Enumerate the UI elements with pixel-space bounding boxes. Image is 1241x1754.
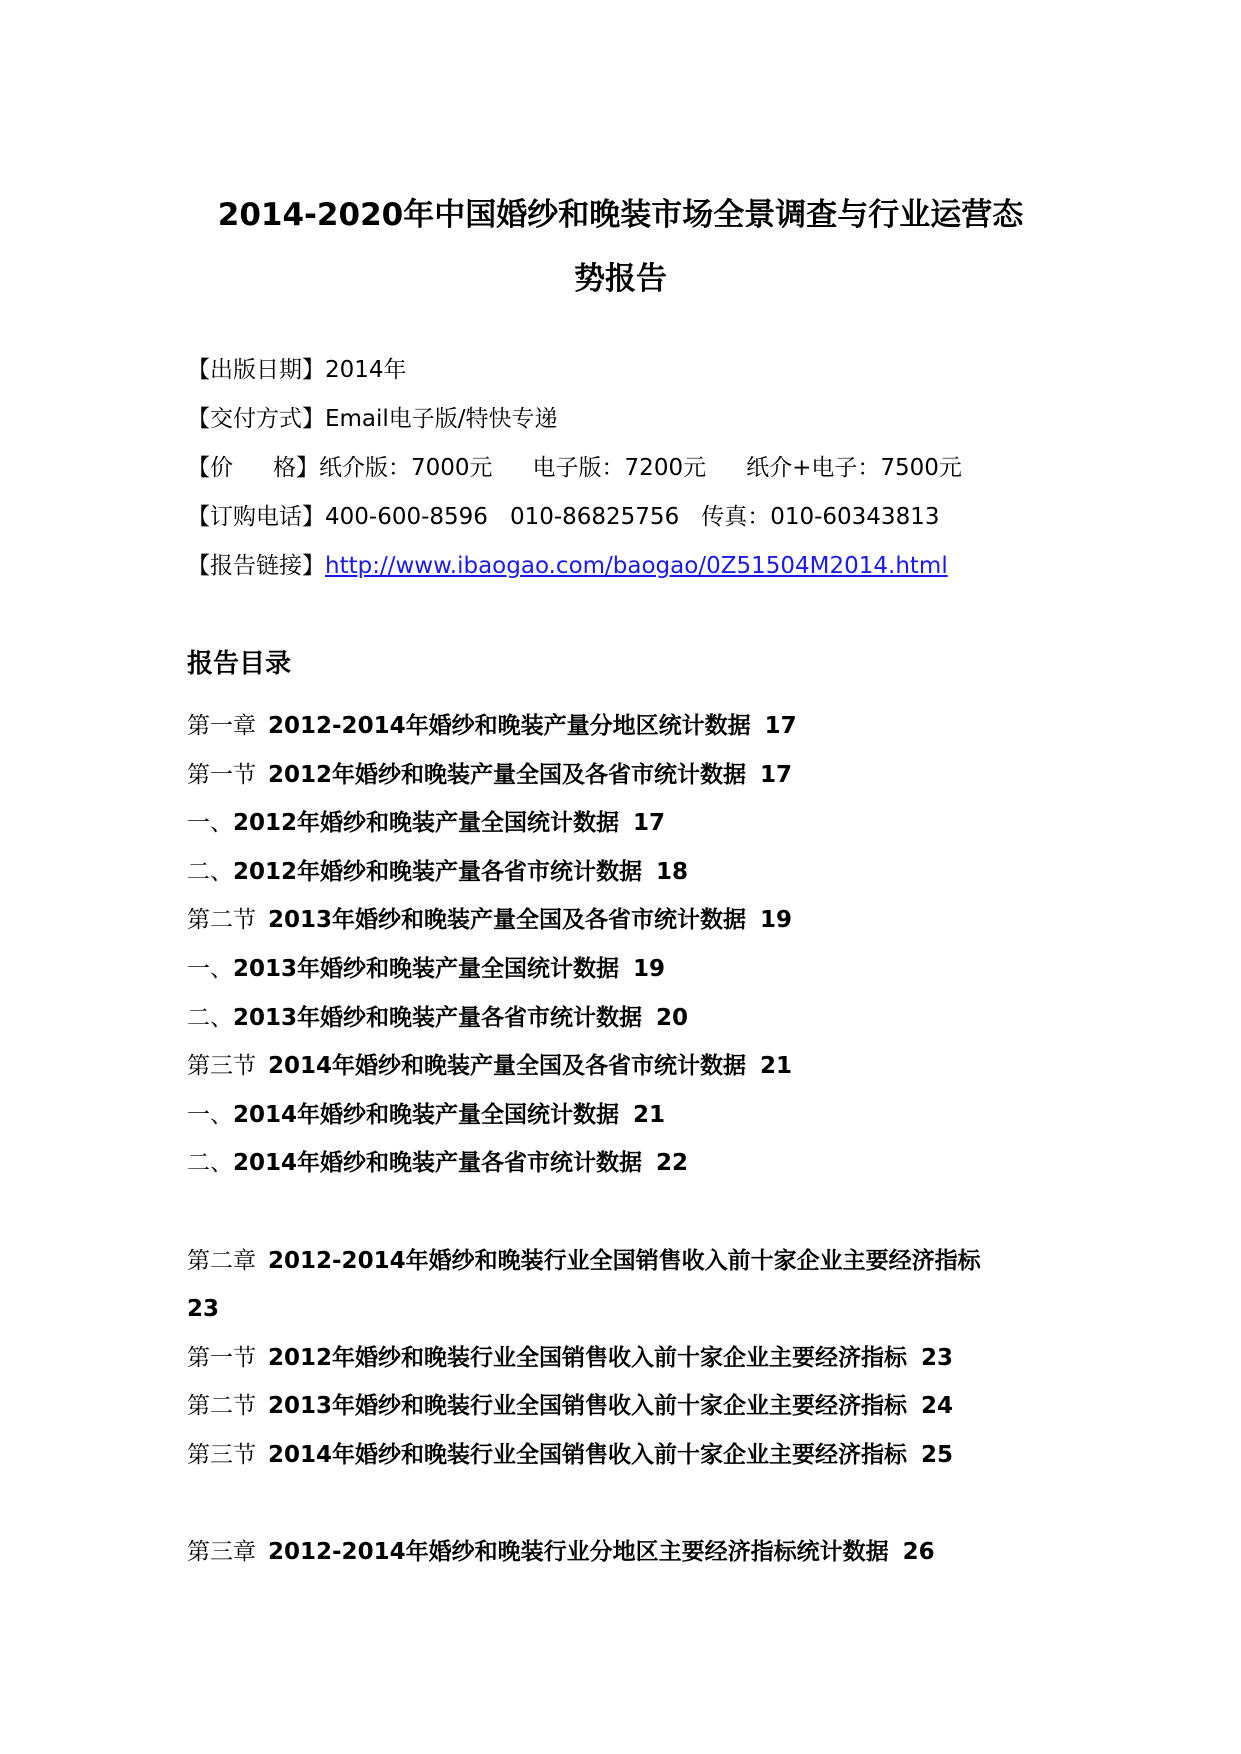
toc-entry-number: 二、	[187, 1150, 233, 1177]
report-title	[150, 183, 1091, 311]
table-of-contents	[187, 702, 981, 1577]
toc-entry-title: 2014年婚纱和晚装产量全国及各省市统计数据	[268, 1053, 747, 1080]
fax-number: 传真：010-60343813	[701, 504, 940, 530]
toc-entry-title: 2013年婚纱和晚装产量全国统计数据	[233, 955, 620, 982]
toc-entry-number: 第三节	[187, 1053, 256, 1080]
toc-entry-page: 21	[633, 1101, 666, 1128]
toc-entry-number: 一、	[187, 955, 233, 982]
toc-entry-page: 18	[656, 858, 689, 885]
toc-entry[interactable]	[187, 848, 981, 897]
link-row	[187, 542, 962, 591]
report-meta	[187, 346, 962, 591]
toc-entry-page: 25	[921, 1441, 954, 1468]
toc-entry-title: 2014年婚纱和晚装产量各省市统计数据	[233, 1150, 643, 1177]
toc-entry[interactable]	[187, 1139, 981, 1188]
toc-entry[interactable]	[187, 1091, 981, 1140]
toc-entry-number: 第二节	[187, 907, 256, 934]
toc-entry-title: 2012-2014年婚纱和晚装产量分地区统计数据	[268, 713, 751, 739]
toc-entry-page: 21	[760, 1053, 793, 1080]
toc-entry-number: 第二节	[187, 1393, 256, 1420]
toc-entry-title: 2012年婚纱和晚装产量全国统计数据	[233, 810, 620, 837]
toc-entry-page: 17	[760, 761, 793, 788]
toc-entry-page: 23	[921, 1344, 954, 1371]
toc-entry[interactable]	[187, 1042, 981, 1091]
delivery-label: 【交付方式】	[187, 406, 325, 432]
toc-entry[interactable]	[187, 1334, 981, 1383]
toc-entry-page: 19	[760, 907, 793, 934]
toc-entry[interactable]	[187, 1382, 981, 1431]
price-label-open: 【价	[187, 455, 233, 481]
publish-date-row	[187, 346, 962, 395]
report-title-line-2: 势报告	[574, 261, 667, 297]
toc-entry-number: 第三节	[187, 1441, 256, 1468]
toc-entry-title: 2012年婚纱和晚装产量各省市统计数据	[233, 858, 643, 885]
report-title-line-1: 2014-2020年中国婚纱和晚装市场全景调查与行业运营态	[217, 197, 1024, 233]
phone-number-1: 400-600-8596	[325, 504, 488, 530]
toc-entry-page: 20	[656, 1004, 689, 1031]
toc-entry-title: 2013年婚纱和晚装产量各省市统计数据	[233, 1004, 643, 1031]
toc-entry-number: 第一节	[187, 761, 256, 788]
toc-entry-number: 第一节	[187, 1344, 256, 1371]
toc-entry-number: 二、	[187, 1004, 233, 1031]
toc-entry[interactable]	[187, 896, 981, 945]
toc-entry-number: 第二章	[187, 1247, 256, 1274]
toc-entry-page: 23	[187, 1296, 220, 1323]
toc-entry[interactable]	[187, 945, 981, 994]
toc-entry-number: 第三章	[187, 1539, 256, 1566]
toc-entry[interactable]	[187, 1237, 981, 1286]
toc-heading: 报告目录	[187, 649, 292, 679]
price-both: 纸介+电子：7500元	[746, 455, 962, 481]
price-electronic: 电子版：7200元	[532, 455, 707, 481]
link-label: 【报告链接】	[187, 553, 325, 579]
toc-entry-page-line	[187, 1285, 981, 1334]
toc-entry-page: 22	[656, 1150, 689, 1177]
price-row	[187, 444, 962, 493]
toc-entry-number: 一、	[187, 1101, 233, 1128]
price-label-close: 格】	[273, 455, 319, 481]
toc-entry-title: 2014年婚纱和晚装行业全国销售收入前十家企业主要经济指标	[268, 1441, 908, 1468]
toc-entry-number: 第一章	[187, 713, 256, 739]
toc-entry-title: 2012年婚纱和晚装行业全国销售收入前十家企业主要经济指标	[268, 1344, 908, 1371]
toc-entry-title: 2013年婚纱和晚装行业全国销售收入前十家企业主要经济指标	[268, 1393, 908, 1420]
publish-date-value: 2014年	[325, 357, 407, 383]
phone-label: 【订购电话】	[187, 504, 325, 530]
toc-entry-title: 2012-2014年婚纱和晚装行业全国销售收入前十家企业主要经济指标	[268, 1247, 981, 1274]
phone-number-2: 010-86825756	[509, 504, 680, 530]
delivery-row	[187, 395, 962, 444]
toc-entry-page: 26	[902, 1539, 935, 1566]
toc-entry[interactable]	[187, 1528, 981, 1577]
toc-entry-title: 2014年婚纱和晚装产量全国统计数据	[233, 1101, 620, 1128]
toc-entry[interactable]	[187, 994, 981, 1043]
toc-entry-page: 24	[921, 1393, 954, 1420]
price-paper: 纸介版：7000元	[319, 455, 493, 481]
toc-entry-number: 二、	[187, 858, 233, 885]
toc-entry-page: 19	[633, 955, 666, 982]
toc-entry[interactable]	[187, 702, 981, 751]
phone-row	[187, 493, 962, 542]
toc-entry[interactable]	[187, 1431, 981, 1480]
toc-entry-page: 17	[633, 810, 666, 837]
toc-entry-title: 2012-2014年婚纱和晚装行业分地区主要经济指标统计数据	[268, 1539, 889, 1566]
toc-entry[interactable]	[187, 799, 981, 848]
report-link[interactable]: http://www.ibaogao.com/baogao/0Z51504M2014.html	[325, 553, 948, 579]
toc-entry-title: 2013年婚纱和晚装产量全国及各省市统计数据	[268, 907, 747, 934]
toc-entry[interactable]	[187, 751, 981, 800]
toc-entry-title: 2012年婚纱和晚装产量全国及各省市统计数据	[268, 761, 747, 788]
delivery-value: Email电子版/特快专递	[325, 406, 558, 432]
toc-entry-number: 一、	[187, 810, 233, 837]
toc-entry-page: 17	[764, 713, 797, 739]
publish-date-label: 【出版日期】	[187, 357, 325, 383]
